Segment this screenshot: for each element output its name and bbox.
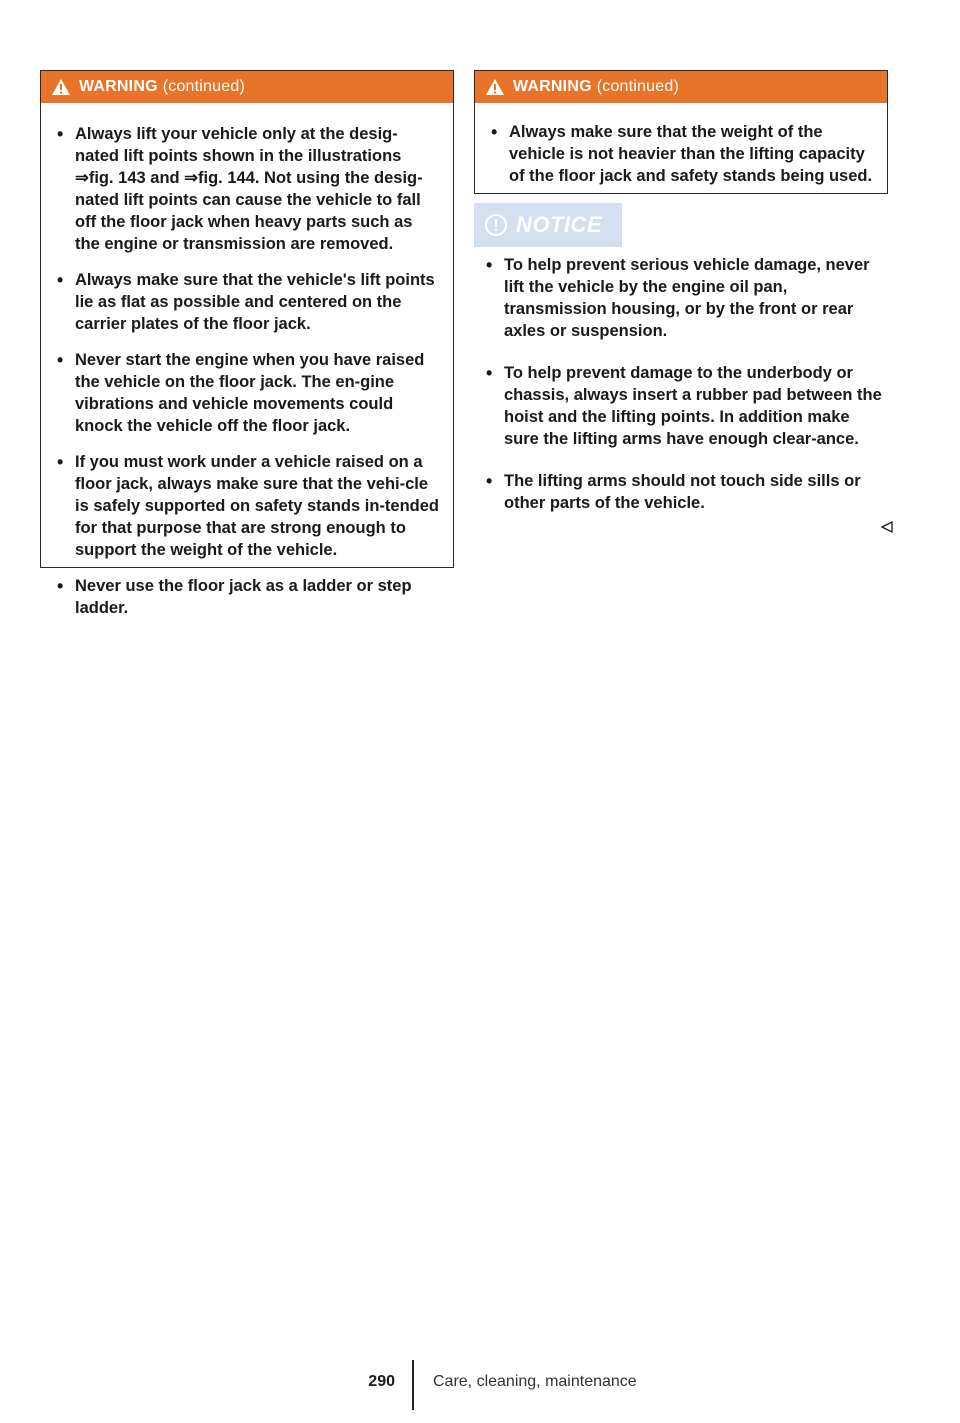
warning-list bbox=[475, 103, 887, 187]
notice-header bbox=[474, 203, 622, 247]
warning-header bbox=[475, 71, 887, 103]
warning-continued: (continued) bbox=[596, 78, 679, 95]
warning-box-right bbox=[474, 70, 888, 194]
notice-exclamation-icon bbox=[484, 213, 508, 237]
list-item: • Always make sure that the weight of the vehicle is not heavier than the lifting capacity of the floor jack and safety stands being used. bbox=[475, 121, 887, 187]
warning-label: WARNING bbox=[79, 78, 158, 95]
notice-body bbox=[474, 254, 894, 534]
list-item: • Always lift your vehicle only at the desig-nated lift points shown in the illustrations ⇒fig. 143 and ⇒fig. 144. Not using the desig-nated lift points can cause the vehicle to fall off the floor jack when heavy parts such as the engine or transmission are removed. bbox=[41, 123, 453, 255]
warning-header bbox=[41, 71, 453, 103]
list-item: • Never start the engine when you have raised the vehicle on the floor jack. The en-gine vibrations and vehicle movements could knock the vehicle off the floor jack. bbox=[41, 349, 453, 437]
warning-label: WARNING bbox=[513, 78, 592, 95]
warning-list bbox=[41, 103, 453, 619]
notice-list bbox=[474, 254, 894, 514]
page-footer bbox=[0, 1360, 960, 1410]
list-item: • Never use the floor jack as a ladder or step ladder. bbox=[41, 575, 453, 619]
page-number: 290 bbox=[368, 1373, 395, 1390]
footer-divider bbox=[412, 1360, 414, 1410]
section-name: Care, cleaning, maintenance bbox=[433, 1373, 637, 1390]
notice-label: NOTICE bbox=[516, 212, 603, 237]
list-item: • If you must work under a vehicle raised on a floor jack, always make sure that the vehi-cle is safely supported on safety stands in-tended for that purpose that are strong enough to support the weight of the vehicle. bbox=[41, 451, 453, 561]
warning-box-left bbox=[40, 70, 454, 617]
list-item: • To help prevent serious vehicle damage, never lift the vehicle by the engine oil pan, transmission housing, or by the front or rear axles or suspension. bbox=[474, 254, 894, 342]
warning-triangle-icon bbox=[485, 78, 505, 96]
section-end-triangle-icon bbox=[880, 520, 894, 534]
list-item: • The lifting arms should not touch side sills or other parts of the vehicle. bbox=[474, 470, 894, 514]
list-item: • To help prevent damage to the underbody or chassis, always insert a rubber pad between the hoist and the lifting points. In addition make sure the lifting arms have enough clear-ance. bbox=[474, 362, 894, 450]
warning-continued: (continued) bbox=[162, 78, 245, 95]
warning-triangle-icon bbox=[51, 78, 71, 96]
list-item: • Always make sure that the vehicle's lift points lie as flat as possible and centered on the carrier plates of the floor jack. bbox=[41, 269, 453, 335]
